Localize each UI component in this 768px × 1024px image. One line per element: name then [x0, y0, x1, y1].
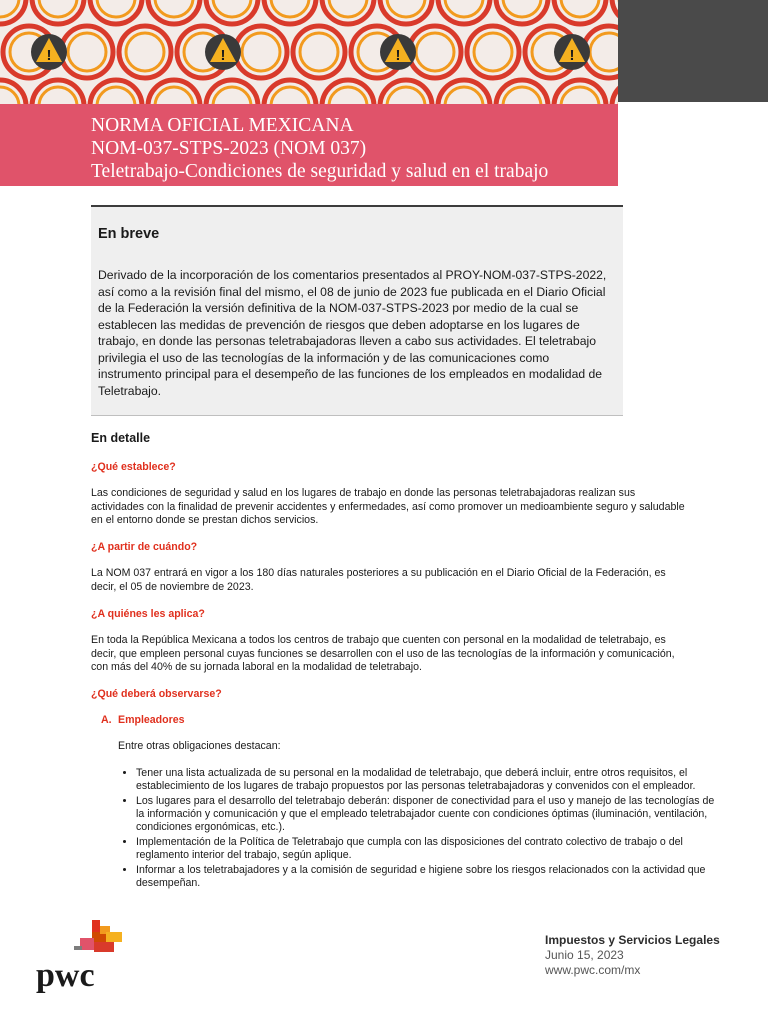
- pwc-logo-graphic: [34, 918, 134, 998]
- pattern-inner-ring: [68, 33, 106, 71]
- answer-from-when: La NOM 037 entrará en vigor a los 180 días naturales posteriores a su publicación en el Diario Oficial de la Federación, es decir, el 05 de noviembre de 2023.: [91, 567, 666, 593]
- pattern-inner-ring: [39, 87, 77, 104]
- pattern-inner-ring: [561, 0, 599, 17]
- answer-what-establishes: Las condiciones de seguridad y salud en los lugares de trabajo en donde las personas teletrabajadoras realizan sus actividades con la finalidad de prevenir accidentes y enfermedades, así como promover un medioambiente seguro y saludable en el entorno donde se prestan dichos servicios.: [91, 487, 685, 526]
- pwc-logo-text: pwc: [36, 957, 95, 994]
- circle-pattern-graphic: [0, 0, 618, 104]
- detail-heading: En detalle: [91, 431, 151, 445]
- pattern-inner-ring: [0, 0, 19, 17]
- pattern-inner-ring: [387, 87, 425, 104]
- subsection-intro: Entre otras obligaciones destacan:: [118, 740, 281, 752]
- pattern-inner-ring: [0, 87, 19, 104]
- subsection-employers: [101, 714, 185, 726]
- pattern-inner-ring: [271, 87, 309, 104]
- pattern-inner-ring: [155, 0, 193, 17]
- warning-icon-glyph: !: [569, 47, 575, 64]
- pattern-inner-ring: [561, 87, 599, 104]
- pattern-inner-ring: [503, 87, 541, 104]
- pattern-inner-ring: [213, 87, 251, 104]
- question-what-observe: ¿Qué deberá observarse?: [91, 688, 222, 700]
- pattern-inner-ring: [97, 87, 135, 104]
- pattern-inner-ring: [445, 87, 483, 104]
- footer-website[interactable]: www.pwc.com/mx: [545, 963, 641, 977]
- title-line-3: Teletrabajo-Condiciones de seguridad y salud en el trabajo: [91, 161, 549, 182]
- pattern-inner-ring: [503, 0, 541, 17]
- answer-who-applies: En toda la República Mexicana a todos los centros de trabajo que cuenten con personal en la modalidad de teletrabajo, es decir, que empleen personal cuyas funciones se desarrollen con el uso de las tecnologías de la información y comunicación, con más del 40% de su jornada laboral en la modalidad de teletrabajo.: [91, 634, 675, 673]
- brief-summary-box: [91, 205, 623, 416]
- pattern-inner-ring: [271, 0, 309, 17]
- pattern-inner-ring: [387, 0, 425, 17]
- warning-icon-glyph: !: [46, 47, 52, 64]
- pattern-inner-ring: [97, 0, 135, 17]
- header-pattern: [0, 0, 618, 104]
- pattern-inner-ring: [39, 0, 77, 17]
- list-item: • Implementación de la Política de Teletrabajo que cumpla con las disposiciones del contrato colectivo de trabajo o del reglamento interior del trabajo, según aplique.: [136, 836, 716, 862]
- header-dark-block: [618, 0, 768, 102]
- pattern-inner-ring: [329, 87, 367, 104]
- title-band: [0, 104, 618, 186]
- pattern-inner-ring: [474, 33, 512, 71]
- question-from-when: ¿A partir de cuándo?: [91, 541, 198, 553]
- question-who-applies: ¿A quiénes les aplica?: [91, 608, 205, 620]
- list-item: • Los lugares para el desarrollo del teletrabajo deberán: disponer de conectividad para el uso y manejo de las tecnologías de la información y comunicación y que el empleado teletrabajador cuente con condiciones óptimas (iluminación, ventilación, condiciones ergonómicas, etc.).: [136, 795, 716, 834]
- pattern-inner-ring: [590, 33, 618, 71]
- title-line-1: NORMA OFICIAL MEXICANA: [91, 115, 354, 136]
- warning-icon-glyph: !: [220, 47, 226, 64]
- pattern-inner-ring: [416, 33, 454, 71]
- title-line-2: NOM-037-STPS-2023 (NOM 037): [91, 138, 367, 159]
- pattern-inner-ring: [300, 33, 338, 71]
- footer-department: Impuestos y Servicios Legales: [545, 933, 720, 947]
- pwc-logo: [34, 918, 134, 998]
- subsection-letter: A.: [101, 714, 112, 726]
- pattern-inner-ring: [155, 87, 193, 104]
- subsection-title: Empleadores: [118, 714, 185, 726]
- warning-icon-glyph: !: [395, 47, 401, 64]
- question-what-establishes: ¿Qué establece?: [91, 461, 176, 473]
- brief-body: Derivado de la incorporación de los comentarios presentados al PROY-NOM-037-STPS-2022, así como a la revisión final del mismo, el 08 de junio de 2023 fue publicada en el Diario Oficial de la Federación la versión definitiva de la NOM-037-STPS-2023 por medio de la cual se establecen las medidas de prevención de riesgos que deben adoptarse en los lugares de trabajo, en donde las personas teletrabajadoras lleven a cabo sus actividades. El teletrabajo privilegia el uso de las tecnologías de la información y de las comunicaciones como instrumento principal para el desempeño de las funciones de los empleados en modalidad de Teletrabajo.: [98, 268, 607, 398]
- pattern-inner-ring: [445, 0, 483, 17]
- footer-date: Junio 15, 2023: [545, 948, 624, 962]
- obligations-list: [118, 767, 716, 892]
- document-title: [91, 114, 548, 183]
- brief-heading: En breve: [98, 226, 160, 242]
- list-item: • Tener una lista actualizada de su personal en la modalidad de teletrabajo, que deberá incluir, entre otros requisitos, el establecimiento de los lugares de trabajo propuestos por las personas teletrabajadoras y convenidos con el empleador.: [136, 767, 716, 793]
- list-item: • Informar a los teletrabajadores y a la comisión de seguridad e higiene sobre los riesgos relacionados con la actividad que desempeñan.: [136, 864, 716, 890]
- pattern-inner-ring: [329, 0, 367, 17]
- footer-info: [545, 933, 720, 978]
- pattern-inner-ring: [242, 33, 280, 71]
- pattern-inner-ring: [213, 0, 251, 17]
- pattern-inner-ring: [126, 33, 164, 71]
